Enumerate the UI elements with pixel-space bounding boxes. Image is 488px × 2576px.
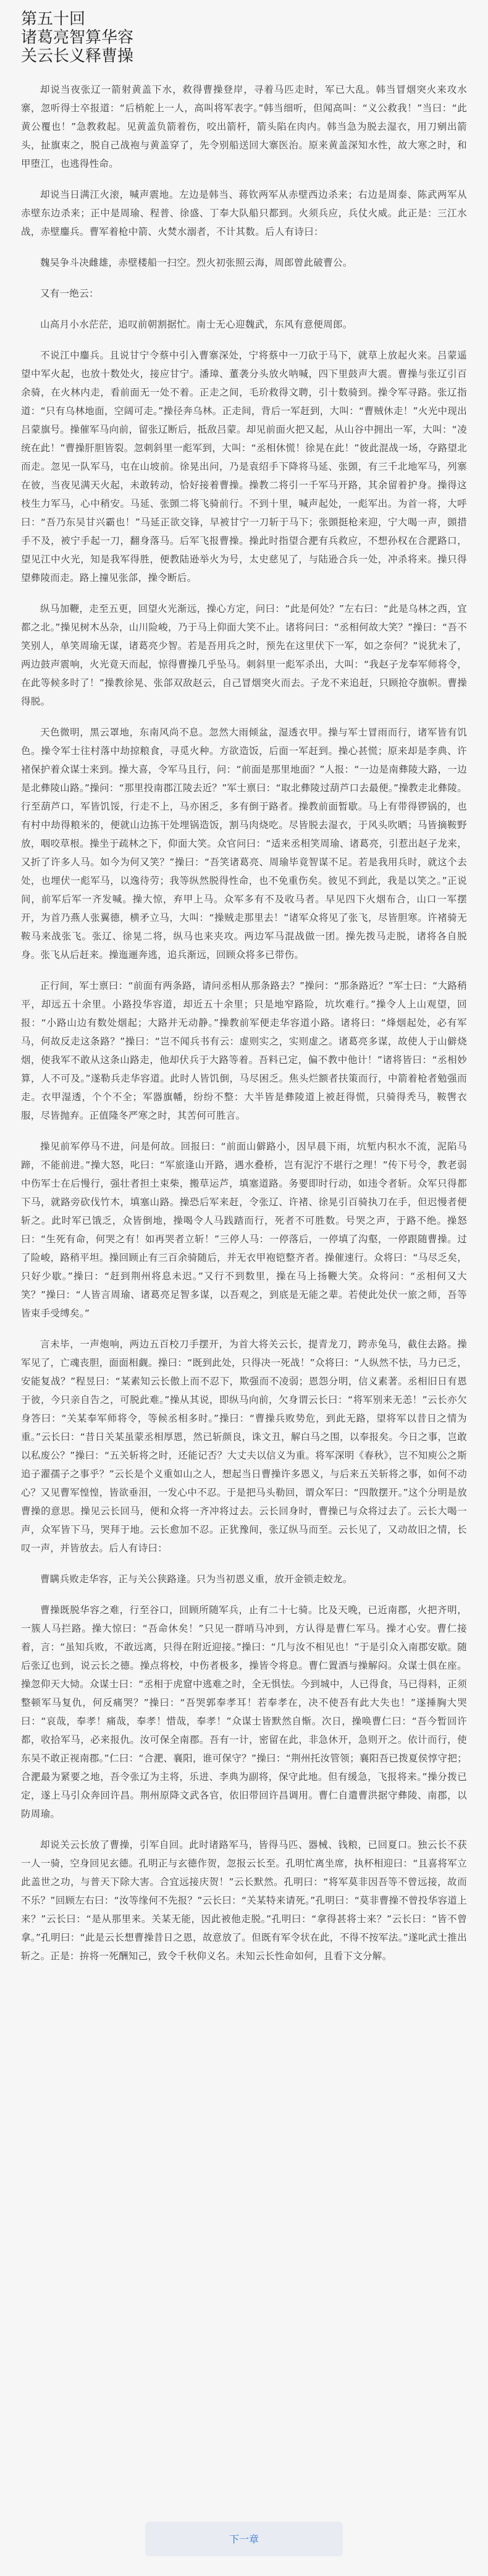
poem: 魏吴争斗决雌雄，赤壁楼船一扫空。烈火初张照云海，周郎曾此破曹公。 [40, 257, 353, 268]
paragraph: 言未毕，一声炮响，两边五百校刀手摆开，为首大将关云长，提青龙刀，跨赤兔马，截住去路。操军见了，亡魂丧胆，面面相觑。操曰：“既到此处，只得决一死战！”众将曰：“人纵然不怯，马力已乏，安能复战？”程昱曰：“某素知云长傲上而不忍下，欺强而不凌弱；恩怨分明，信义素著。丞相旧日有恩于彼，今只亲自告之，可脱此难。”操从其说，即纵马向前，欠身谓云长曰：“将军别来无恙！”云长亦欠身答曰：“关某奉军师将令，等候丞相多时。”操曰：“曹操兵败势危，到此无路，望将军以昔日之情为重。”云长曰：“昔日关某虽蒙丞相厚恩，然已斩颜良，诛文丑，解白马之围，以奉报矣。今日之事，岂敢以私废公？”操曰：“五关斩将之时，还能记否？大丈夫以信义为重。将军深明《春秋》，岂不知庾公之斯追子濯孺子之事乎？”云长是个义重如山之人，想起当日曹操许多恩义，与后来五关斩将之事，如何不动心？又见曹军惶惶，皆欲垂泪，一发心中不忍。于是把马头勒回，谓众军曰：“四散摆开。”这个分明是放曹操的意思。操见云长回马，便和众将一齐冲将过去。云长回身时，曹操已与众将过去了。云长大喝一声，众军皆下马，哭拜于地。云长愈加不忍。正犹豫间，张辽纵马而至。云长见了，又动故旧之情，长叹一声，并皆放去。后人有诗曰： [21, 1339, 467, 1554]
chapter-title-line-2: 关云长义释曹操 [21, 47, 134, 66]
paragraph: 却说关云长放了曹操，引军自回。此时诸路军马，皆得马匹、器械、钱粮，已回夏口。独云长不获一人一骑，空身回见玄德。孔明正与玄德作贺，忽报云长至。孔明忙离坐席，执杯相迎曰：“且喜将军立此盖世之功，与普天下除大害。合宜远接庆贺！”云长默然。孔明曰：“将军莫非因吾等不曾远接，故而不乐？”回顾左右曰：“汝等缘何不先报？”云长曰：“关某特来请死。”孔明曰：“莫非曹操不曾投华容道上来？”云长曰：“是从那里来。关某无能，因此被他走脱。”孔明曰：“拿得甚将士来？”云长曰：“皆不曾拿。”孔明曰：“此是云长想曹操昔日之恩，故意放了。但既有军令状在此，不得不按军法。”遂叱武士推出斩之。正是：拚将一死酬知己，致令千秋仰义名。未知云长性命如何，且看下文分解。 [21, 1839, 467, 1962]
paragraph: 却说当日满江火滚，喊声震地。左边是韩当、蒋钦两军从赤壁西边杀来；右边是周泰、陈武两军从赤壁东边杀来；正中是周瑜、程普、徐盛、丁奉大队船只都到。火须兵应，兵仗火威。此正是：三江水战，赤壁鏖兵。曹军着枪中箭、火焚水溺者，不计其数。后人有诗曰： [21, 189, 467, 237]
paragraph: 却说当夜张辽一箭射黄盖下水，救得曹操登岸，寻着马匹走时，军已大乱。韩当冒烟突火来攻水寨，忽听得士卒报道：“后梢舵上一人，高叫将军表字。”韩当细听，但闻高叫：“义公救我！”当曰：“此黄公覆也！”急教救起。见黄盖负箭着伤，咬出箭杆，箭头陷在肉内。韩当急为脱去湿衣，用刀剜出箭头，扯旗束之，脱自己战袍与黄盖穿了，先令别船送回大寨医治。原来黄盖深知水性，故大寒之时，和甲堕江，也逃得性命。 [21, 84, 467, 169]
chapter-title [21, 10, 467, 66]
poem: 山高月小水茫茫，追叹前朝割据忙。南士无心迎魏武，东风有意便周郎。 [40, 319, 353, 330]
chapter-content [21, 80, 467, 1965]
paragraph: 不说江中鏖兵。且说甘宁令蔡中引入曹寨深处，宁将蔡中一刀砍于马下，就草上放起火来。吕蒙遥望中军火起，也放十数处火，接应甘宁。潘璋、董袭分头放火呐喊，四下里鼓声大震。曹操与张辽引百余骑，在火林内走，看前面无一处不着。正走之间，毛玠救得文聘，引十数骑到。操令军寻路。张辽指道：“只有乌林地面，空阔可走。”操径奔乌林。正走间，背后一军赶到，大叫：“曹贼休走！”火光中现出吕蒙旗号。操催军马向前，留张辽断后，抵敌吕蒙。却见前面火把又起，从山谷中拥出一军，大叫：“凌统在此！”曹操肝胆皆裂。忽刺斜里一彪军到，大叫：“丞相休慌！徐晃在此！”彼此混战一场，夺路望北而走。忽见一队军马，屯在山坡前。徐晃出问，乃是袁绍手下降将马延、张顗，有三千北地军马，列寨在彼，当夜见满天火起，未敢转动，恰好接着曹操。操教二将引一千军马开路，其余留着护身。操得这枝生力军马，心中稍安。马延、张顗二将飞骑前行。不到十里，喊声起处，一彪军出。为首一将，大呼曰：“吾乃东吴甘兴霸也！”马延正欲交锋，早被甘宁一刀斩于马下；张顗挺枪来迎，宁大喝一声，顗措手不及，被宁手起一刀，翻身落马。后军飞报曹操。操此时指望合淝有兵救应，不想孙权在合淝路口，望见江中火光，知是我军得胜，便教陆逊举火为号，太史慈见了，与陆逊合兵一处，冲杀将来。操只得望彝陵而走。路上撞见张郃，操令断后。 [21, 350, 467, 583]
chapter-title-line-1: 诸葛亮智算华容 [21, 28, 134, 47]
next-chapter-button[interactable]: 下一章 [145, 2522, 343, 2556]
paragraph: 曹操既脱华容之难，行至谷口，回顾所随军兵，止有二十七骑。比及天晚，已近南郡，火把齐明，一簇人马拦路。操大惊曰：“吾命休矣！”只见一群哨马冲到，方认得是曹仁军马。操才心安。曹仁接着，言：“虽知兵败，不敢远离，只得在附近迎接。”操曰：“几与汝不相见也！”于是引众入南郡安歇。随后张辽也到，说云长之德。操点将校，中伤者极多，操皆令将息。曹仁置酒与操解闷。众谋士俱在座。操忽仰天大恸。众谋士曰：“丞相于虎窟中逃难之时，全无惧怯。今到城中，人已得食，马已得料，正须整顿军马复仇，何反痛哭？”操曰：“吾哭郭奉孝耳！若奉孝在，决不使吾有此大失也！”遂捶胸大哭曰：“哀哉，奉孝！痛哉，奉孝！惜哉，奉孝！”众谋士皆默然自惭。次日，操唤曹仁曰：“吾今暂回许都，收拾军马，必来报仇。汝可保全南郡。吾有一计，密留在此，非急休开，急则开之。依计而行，使东吴不敢正视南郡。”仁曰：“合淝、襄阳，谁可保守？”操曰：“荆州托汝管领；襄阳吾已拨夏侯惇守把；合淝最为紧要之地，吾令张辽为主将，乐进、李典为副将，保守此地。但有缓急，飞报将来。”操分拨已定，遂上马引众奔回许昌。荆州原降文武各官，依旧带回许昌调用。曹仁自遣曹洪据守彝陵、南郡，以防周瑜。 [21, 1604, 467, 1820]
poem: 曹瞒兵败走华容，正与关公狭路逢。只为当初恩义重，放开金锁走蛟龙。 [40, 1574, 353, 1585]
paragraph: 操见前军停马不进，问是何故。回报曰：“前面山僻路小，因早晨下雨，坑堑内积水不流，泥陷马蹄，不能前进。”操大怒，叱曰：“军旅逢山开路，遇水叠桥，岂有泥泞不堪行之理！”传下号令，教老弱中伤军士在后慢行，强壮者担土束柴，搬草运芦，填塞道路。务要即时行动，如违令者斩。众军只得都下马，就路旁砍伐竹木，填塞山路。操恐后军来赶，令张辽、许褚、徐晃引百骑执刀在手，但迟慢者便斩之。此时军已饿乏，众皆倒地，操喝令人马践踏而行，死者不可胜数。号哭之声，于路不绝。操怒曰：“生死有命，何哭之有！如再哭者立斩！”三停人马：一停落后，一停填了沟壑，一停跟随曹操。过了险峻，路稍平坦。操回顾止有三百余骑随后，并无衣甲袍铠整齐者。操催速行。众将曰：“马尽乏矣，只好少歇。”操曰：“赶到荆州将息未迟。”又行不到数里，操在马上扬鞭大笑。众将问：“丞相何又大笑？”操曰：“人皆言周瑜、诸葛亮足智多谋，以吾观之，到底是无能之辈。若使此处伏一旅之师，吾等皆束手受缚矣。” [21, 1141, 467, 1319]
paragraph: 天色微明，黑云罩地，东南风尚不息。忽然大雨倾盆，湿透衣甲。操与军士冒雨而行，诸军皆有饥色。操令军士往村落中劫掠粮食，寻觅火种。方欲造饭，后面一军赶到。操心甚慌；原来却是李典、许褚保护着众谋士来到。操大喜，令军马且行，问：“前面是那里地面？”人报：“一边是南彝陵大路，一边是北彝陵山路。”操问：“那里投南郡江陵去近？”军士禀曰：“取北彝陵过葫芦口去最便。”操教走北彝陵。行至葫芦口，军皆饥馁，行走不上，马亦困乏，多有倒于路者。操教前面暂歇。马上有带得锣锅的，也有村中劫得粮米的，便就山边拣干处埋锅造饭，割马肉烧吃。尽皆脱去湿衣，于风头吹晒；马皆摘鞍野放，咽咬草根。操坐于疏林之下，仰面大笑。众官问曰：“适来丞相笑周瑜、诸葛亮，引惹出赵子龙来，又折了许多人马。如今为何又笑？”操曰：“吾笑诸葛亮、周瑜毕竟智谋不足。若是我用兵时，就这个去处，也埋伏一彪军马，以逸待劳；我等纵然脱得性命，也不免重伤矣。彼见不到此，我是以笑之。”正说间，前军后军一齐发喊。操大惊，弃甲上马。众军多有不及收马者。早见四下火烟布合，山口一军摆开，为首乃燕人张翼德，横矛立马，大叫：“操贼走那里去！”诸军众将见了张飞，尽皆胆寒。许褚骑无鞍马来战张飞。张辽、徐晃二将，纵马也来夹攻。两边军马混战做一团。操先拨马走脱，诸将各自脱身。张飞从后赶来。操迤逦奔逃，追兵渐远，回顾众将多已带伤。 [21, 727, 467, 960]
paragraph: 正行间，军士禀曰：“前面有两条路，请问丞相从那条路去？”操问：“那条路近？”军士曰：“大路稍平，却远五十余里。小路投华容道，却近五十余里；只是地窄路险，坑坎难行。”操令人上山观望，回报：“小路山边有数处烟起；大路并无动静。”操教前军便走华容道小路。诸将曰：“烽烟起处，必有军马，何故反走这条路？”操曰：“岂不闻兵书有云：虚则实之，实则虚之。诸葛亮多谋，故使人于山僻烧烟，使我军不敢从这条山路走，他却伏兵于大路等着。吾料已定，偏不教中他计！”诸将皆曰：“丞相妙算，人不可及。”遂勒兵走华容道。此时人皆饥倒，马尽困乏。焦头烂额者扶策而行，中箭着枪者勉强而走。衣甲湿透，个个不全；军器旗幡，纷纷不整：大半皆是彝陵道上被赶得慌，只骑得秃马，鞍辔衣服，尽皆抛弃。正值隆冬严寒之时，其苦何可胜言。 [21, 980, 467, 1121]
paragraph: 纵马加鞭，走至五更，回望火光渐远，操心方定，问曰：“此是何处？”左右曰：“此是乌林之西，宜都之北。”操见树木丛杂，山川险峻，乃于马上仰面大笑不止。诸将问曰：“丞相何故大笑？”操曰：“吾不笑别人，单笑周瑜无谋，诸葛亮少智。若是吾用兵之时，预先在这里伏下一军，如之奈何？”说犹未了，两边鼓声震响，火光竟天而起，惊得曹操几乎坠马。刺斜里一彪军杀出，大叫：“我赵子龙奉军师将令，在此等候多时了！”操教徐晃、张郃双敌赵云，自己冒烟突火而去。子龙不来追赶，只顾抢夺旗帜。曹操得脱。 [21, 603, 467, 707]
chapter-number: 第五十回 [21, 10, 86, 28]
chapter-navigation [0, 2522, 488, 2556]
paragraph: 又有一绝云： [40, 288, 99, 299]
